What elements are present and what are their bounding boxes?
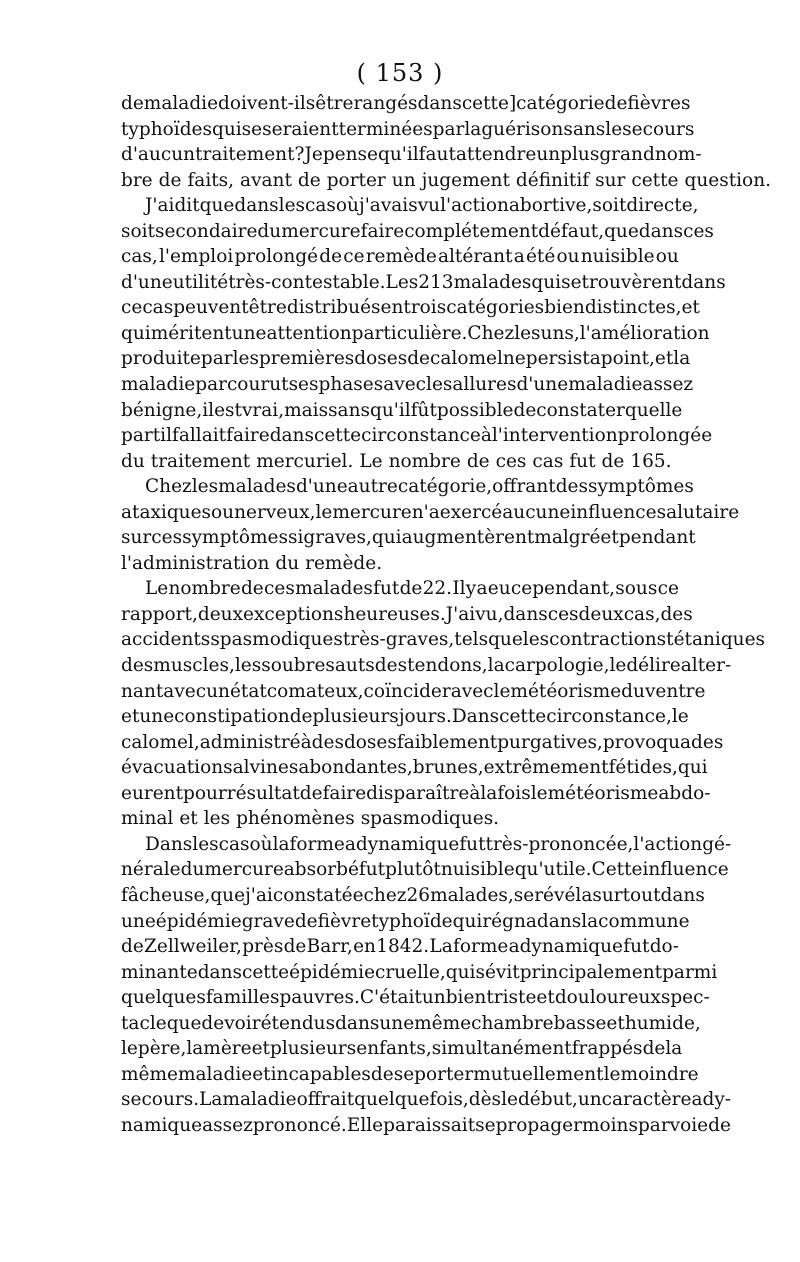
text-line: calomel, administré à des doses faiblement purgatives, provoqua des (121, 731, 724, 753)
text-line: Le nombre de ces malades fut de 22. Il y a eu cependant, sous ce (145, 578, 679, 600)
text-line: ce cas peuvent être distribués en trois catégories bien distinctes, et (121, 297, 700, 319)
text-line: secours. La maladie offrait quelquefois, dès le début, un caractère ady- (121, 1089, 732, 1111)
text-line: soit secondaire du mercure faire complétement défaut, que dans ces (121, 220, 714, 242)
text-line: nant avec un état comateux, coïncider avec le météorisme du ventre (121, 680, 706, 702)
text-line: namique assez prononcé. Elle paraissait se propager moins par voie de (121, 1114, 731, 1136)
text-line: et une constipation de plusieurs jours. Dans cette circonstance, le (121, 706, 689, 728)
text-line: quelques familles pauvres. C'était un bien triste et douloureux spec- (121, 987, 710, 1009)
text-line: qui méritent une attention particulière. Chez les uns, l'amélioration (121, 322, 710, 344)
text-line: l'administration du remède. (121, 552, 383, 574)
text-line: eurent pour résultat de faire disparaître à la fois le météorisme abdo- (121, 782, 711, 804)
text-line: Chez les malades d'une autre catégorie, offrant des symptômes (145, 476, 694, 498)
text-line: bénigne, il est vrai, mais sans qu'il fût possible de constater quelle (121, 399, 683, 421)
text-line: J'ai dit que dans les cas où j'avais vu l'action abortive, soit directe, (145, 195, 699, 217)
body-text (121, 91, 771, 1138)
text-line: bre de faits, avant de porter un jugement définitif sur cette question. (121, 169, 771, 191)
text-line: même maladie et incapables de se porter mutuellement le moindre (121, 1063, 699, 1085)
text-line: des muscles, les soubresauts des tendons, la carpologie, le délire alter- (121, 655, 732, 677)
text-line: maladie parcourut ses phases avec les allures d'une maladie assez (121, 374, 694, 396)
text-line: d'aucun traitement? Je pense qu'il faut attendre un plus grand nom- (121, 144, 702, 166)
text-line: produite par les premières doses de calomel ne persista point, et la (121, 348, 691, 370)
text-line: fâcheuse, que j'ai constatée chez 26 malades, se révéla surtout dans (121, 884, 705, 906)
text-line: typhoïdes qui se seraient terminées par la guérison sans le secours (121, 118, 695, 140)
text-line: nérale du mercure absorbé fut plutôt nuisible qu'utile. Cette influence (121, 859, 729, 881)
text-line: minante dans cette épidémie cruelle, qui sévit principalement parmi (121, 961, 718, 983)
page-number: ( 153 ) (356, 59, 444, 87)
text-line: d'une utilité très-contestable. Les 213 malades qui se trouvèrent dans (121, 271, 726, 293)
text-line: part il fallait faire dans cette circonstance à l'intervention prolongée (121, 425, 713, 447)
text-line: évacuations alvines abondantes, brunes, extrêmement fétides, qui (121, 757, 708, 779)
text-line: tacle que de voir étendus dans une même chambre basse et humide, (121, 1012, 701, 1034)
text-line: sur ces symptômes si graves, qui augmentèrent malgré et pendant (121, 527, 696, 549)
text-line: Dans les cas où la forme adynamique fut très-prononcée, l'action gé- (145, 833, 732, 855)
text-line: cas, l'emploi prolongé de ce remède altérant a été ou nuisible ou (121, 246, 679, 268)
text-line: de Zellweiler, près de Barr, en 1842. La forme adynamique fut do- (121, 936, 679, 958)
text-line: du traitement mercuriel. Le nombre de ces cas fut de 165. (121, 450, 672, 472)
text-line: rapport, deux exceptions heureuses. J'ai vu, dans ces deux cas, des (121, 603, 693, 625)
text-line: de maladie doivent-ils être rangés dans cette] catégorie de fièvres (121, 93, 691, 114)
text-line: accidents spasmodiques très-graves, tels que les contractions tétaniques (121, 629, 766, 651)
text-line: minal et les phénomènes spasmodiques. (121, 808, 500, 830)
text-line: ataxiques ou nerveux, le mercure n'a exercé aucune influence salutaire (121, 501, 740, 523)
text-line: le père, la mère et plusieurs enfants, simultanément frappés de la (121, 1038, 683, 1060)
text-line: une épidémie grave de fièvre typhoïde qui régna dans la commune (121, 910, 690, 932)
